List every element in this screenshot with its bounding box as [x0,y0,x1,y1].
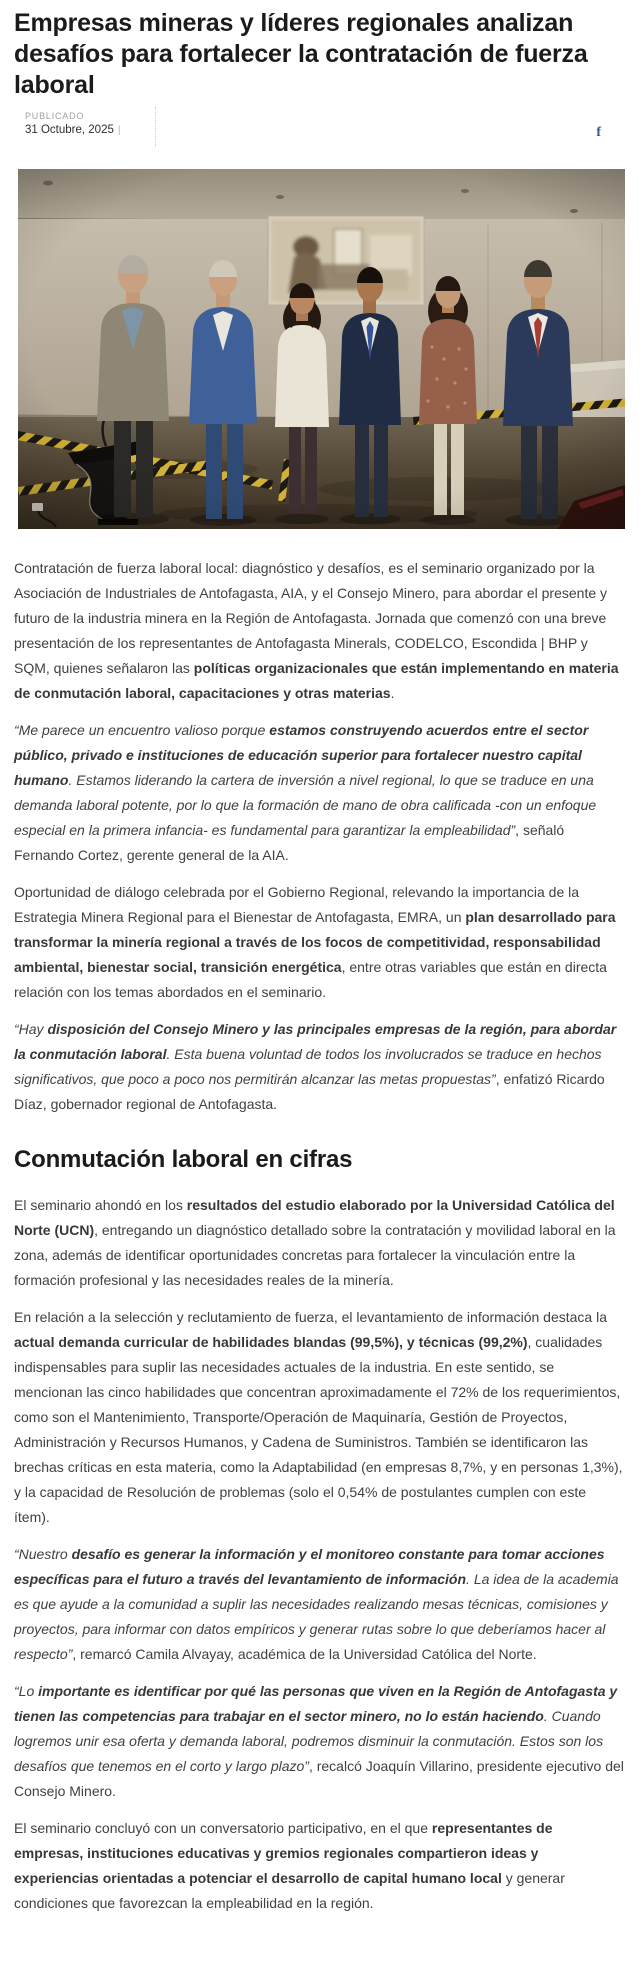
share-block [596,107,625,141]
article-quote-paragraph: “Lo importante es identificar por qué las personas que viven en la Región de Antofagasta y tienen las competencias para trabajar en el sector minero, no lo están haciendo. Cuando logremos unir esa oferta y demanda laboral, podremos disminuir la conmutación. Estos son los desafíos que tenemos en el corto y largo plazo”, recalcó Joaquín Villarino, presidente ejecutivo del Consejo Minero. [14,1683,624,1799]
byline-divider [155,107,156,147]
facebook-share-icon[interactable]: f [596,125,601,140]
date-separator: | [117,124,121,136]
published-label: PUBLICADO [25,111,85,121]
article-paragraph: Contratación de fuerza laboral local: diagnóstico y desafíos, es el seminario organizado por la Asociación de Industriales de Antofagasta, AIA, y el Consejo Minero, para abordar el presente y futuro de la industria minera en la Región de Antofagasta. Jornada que comenzó con una breve presentación de los representantes de Antofagasta Minerals, CODELCO, Escondida | BHP y SQM, quienes señalaron las políticas organizacionales que están implementando en materia de conmutación laboral, capacitaciones y otras materias. [14,560,619,701]
article-quote-paragraph: “Me parece un encuentro valioso porque estamos construyendo acuerdos entre el sector público, privado e instituciones de educación superior para fortalecer nuestro capital humano. Estamos liderando la cartera de inversión a nivel regional, lo que se traduce en una demanda laboral potente, por lo que la formación de mano de obra calificada -con un enfoque especial en la primera infancia- es fundamental para garantizar la empleabilidad”, señaló Fernando Cortez, gerente general de la AIA. [14,722,597,863]
section-subheading: Conmutación laboral en cifras [14,1146,353,1173]
published-block [25,107,133,136]
article-paragraph: El seminario ahondó en los resultados del estudio elaborado por la Universidad Católica del Norte (UCN), entregando un diagnóstico detallado sobre la contratación y movilidad laboral en la zona, además de identificar oportunidades concretas para fortalecer la vinculación entre la formación profesional y las necesidades reales de la minería. [14,1197,616,1288]
article-paragraph: En relación a la selección y reclutamiento de fuerza, el levantamiento de información destaca la actual demanda curricular de habilidades blandas (99,5%), y técnicas (99,2%), cualidades indispensables para suplir las necesidades actuales de la industria. En este sentido, se mencionan las cinco habilidades que concentran aproximadamente el 72% de los requerimientos, como son el Mantenimiento, Transporte/Operación de Maquinaría, Gestión de Proyectos, Administración y Recursos Humanos, y Cadena de Suministros. También se identificaron las brechas críticas en esta materia, como la Adaptabilidad (en empresas 8,7%, y en personas 1,3%), y la capacidad de Resolución de problemas (solo el 0,54% de postulantes cumplen con este ítem). [14,1309,623,1525]
article-quote-paragraph: “Hay disposición del Consejo Minero y las principales empresas de la región, para abordar la conmutación laboral. Esta buena voluntad de todos los involucrados se traduce en hechos significativos, que poco a poco nos permitirán alcanzar las metas propuestas”, enfatizó Ricardo Díaz, gobernador regional de Antofagasta. [14,1021,617,1112]
article-photo [18,169,625,529]
byline [14,107,625,151]
article-body [14,556,625,1916]
article-quote-paragraph: “Nuestro desafío es generar la información y el monitoreo constante para tomar acciones específicas para el futuro a través del levantamiento de información. La idea de la academia es que ayude a la comunidad a suplir las necesidades realizando mesas técnicas, comisiones y proyectos, para informar con datos empíricos y generar rutas sobre lo que deberíamos hacer al respecto”, remarcó Camila Alvayay, académica de la Universidad Católica del Norte. [14,1546,619,1662]
article-paragraph: El seminario concluyó con un conversatorio participativo, en el que representantes de empresas, instituciones educativas y gremios regionales compartieron ideas y experiencias orientadas a potenciar el desarrollo de capital humano local y generar condiciones que favorezcan la empleabilidad en la región. [14,1820,565,1911]
article-paragraph: Oportunidad de diálogo celebrada por el Gobierno Regional, relevando la importancia de la Estrategia Minera Regional para el Bienestar de Antofagasta, EMRA, un plan desarrollado para transformar la minería regional a través de los focos de competitividad, responsabilidad ambiental, bienestar social, transición energética, entre otras variables que están en directa relación con los temas abordados en el seminario. [14,884,616,1000]
article-title: Empresas mineras y líderes regionales analizan desafíos para fortalecer la contratación de fuerza laboral [14,9,588,99]
article-page [0,8,639,1916]
published-date: 31 Octubre, 2025 | [25,124,121,136]
